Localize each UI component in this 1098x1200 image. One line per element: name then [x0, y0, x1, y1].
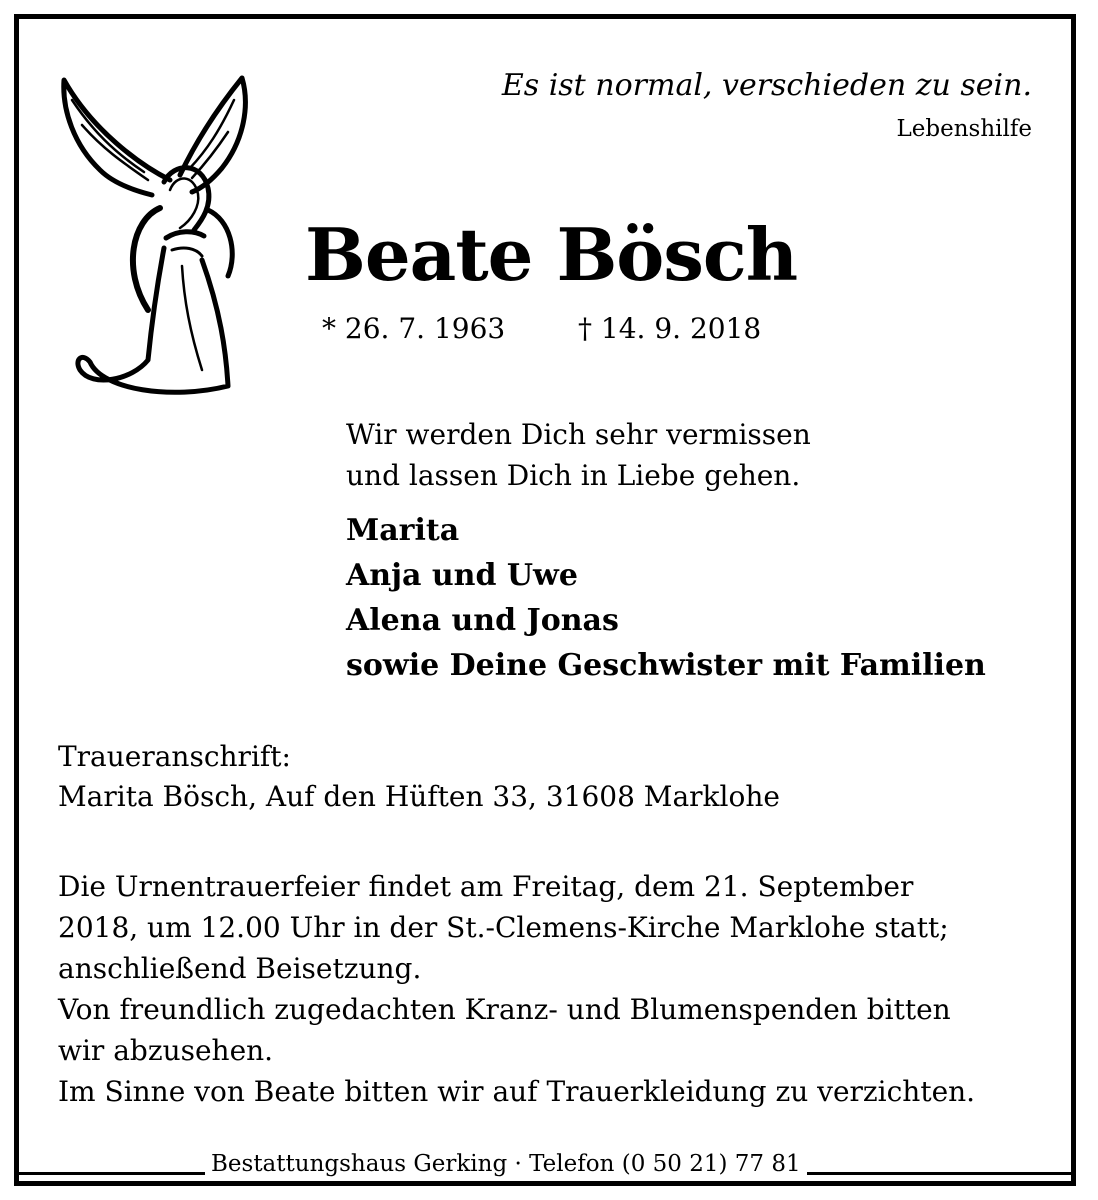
- mourner-name: Anja und Uwe: [346, 558, 578, 593]
- service-line: anschließend Beisetzung.: [58, 952, 422, 985]
- farewell-line: Wir werden Dich sehr vermissen: [346, 418, 811, 451]
- service-line: 2018, um 12.00 Uhr in der St.-Clemens-Kirche Marklohe statt;: [58, 911, 949, 944]
- mourner-name: sowie Deine Geschwister mit Familien: [346, 648, 986, 683]
- address-label: Traueranschrift:: [58, 740, 291, 773]
- service-info: [58, 866, 1028, 1112]
- funeral-home-contact: Bestattungshaus Gerking · Telefon (0 50 21) 77 81: [205, 1151, 807, 1177]
- service-line: Von freundlich zugedachten Kranz- und Blumenspenden bitten: [58, 993, 951, 1026]
- angel-illustration: [52, 70, 252, 415]
- birth-date: * 26. 7. 1963: [322, 312, 506, 345]
- mourner-name: Alena und Jonas: [346, 603, 619, 638]
- service-line: wir abzusehen.: [58, 1034, 274, 1067]
- service-line: Die Urnentrauerfeier findet am Freitag, dem 21. September: [58, 870, 914, 903]
- quote-text: Es ist normal, verschieden zu sein.: [501, 68, 1032, 103]
- death-date: † 14. 9. 2018: [578, 312, 762, 345]
- quote-source: Lebenshilfe: [896, 116, 1032, 142]
- service-line: Im Sinne von Beate bitten wir auf Trauerkleidung zu verzichten.: [58, 1075, 976, 1108]
- mourner-list: [346, 508, 986, 688]
- address-value: Marita Bösch, Auf den Hüften 33, 31608 Marklohe: [58, 780, 780, 813]
- mourner-name: Marita: [346, 513, 460, 548]
- farewell-message: [346, 414, 811, 496]
- farewell-line: und lassen Dich in Liebe gehen.: [346, 459, 801, 492]
- deceased-name: Beate Bösch: [305, 212, 798, 297]
